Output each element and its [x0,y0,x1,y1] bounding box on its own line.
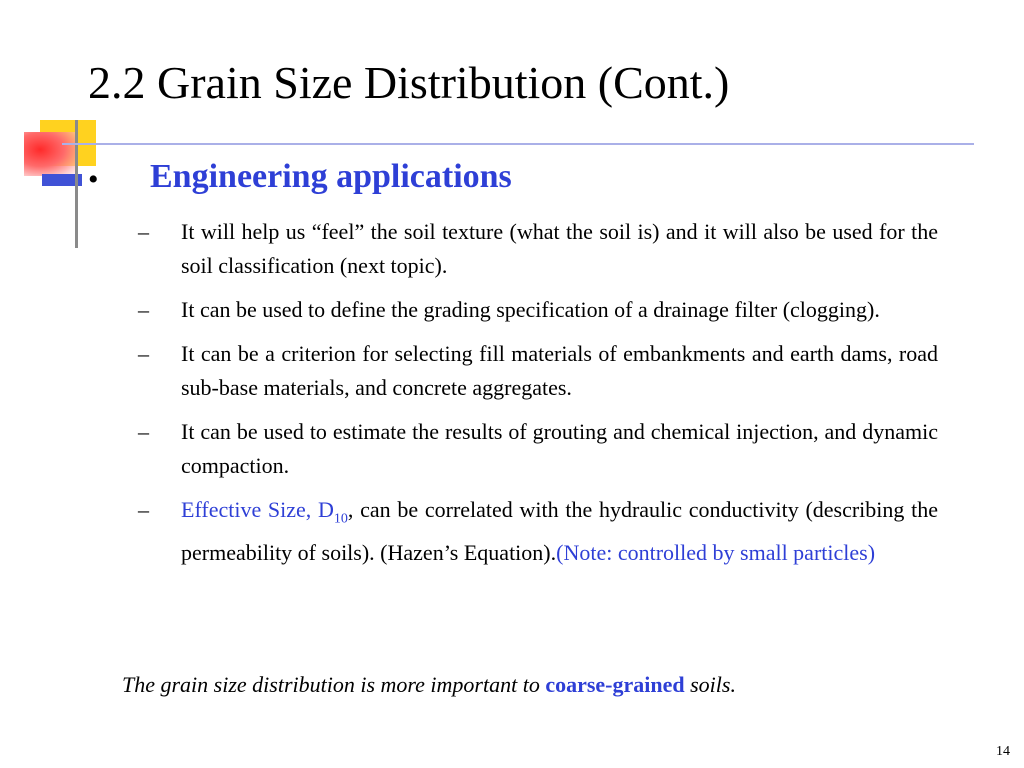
list-item-text [181,493,938,570]
list-item [138,215,938,283]
particles-note: (Note: controlled by small particles) [556,540,876,566]
effective-size-description: , can be correlated with the hydraulic conductivity (describing the permeability of soils). (Hazen’s Equation). [181,497,938,566]
list-item-text: It will help us “feel” the soil texture (what the soil is) and it will also be used for the soil classification (next topic). [181,219,938,278]
dash-bullet-icon: – [138,341,149,366]
slide-title: 2.2 Grain Size Distribution (Cont.) [88,57,730,108]
coarse-grained-emphasis: coarse-grained [545,672,685,697]
applications-list [138,215,938,580]
d10-subscript: 10 [333,511,348,527]
section-heading: Engineering applications [150,158,512,195]
dash-bullet-icon: – [138,419,149,444]
decorative-vertical-line [75,120,78,248]
dash-bullet-icon: – [138,219,149,244]
list-item-effective-size [138,493,938,570]
effective-size-term: Effective Size, $D_{10}$ [181,497,348,527]
list-item-text: It can be used to define the grading specification of a drainage filter (clogging). [181,297,880,322]
dash-bullet-icon: – [138,297,149,322]
page-number: 14 [996,744,1010,759]
list-item [138,293,938,327]
bullet-icon: • [88,163,99,196]
footnote: The grain size distribution is more important to coarse-grained soils. [122,672,736,697]
list-item [138,415,938,483]
list-item-text: It can be used to estimate the results of grouting and chemical injection, and dynamic compaction. [181,419,938,478]
list-item-text: It can be a criterion for selecting fill materials of embankments and earth dams, road sub-base materials, and concrete aggregates. [181,341,938,400]
title-underline [62,143,974,145]
list-item [138,337,938,405]
decorative-red-square [24,132,78,176]
dash-bullet-icon: – [138,497,149,522]
